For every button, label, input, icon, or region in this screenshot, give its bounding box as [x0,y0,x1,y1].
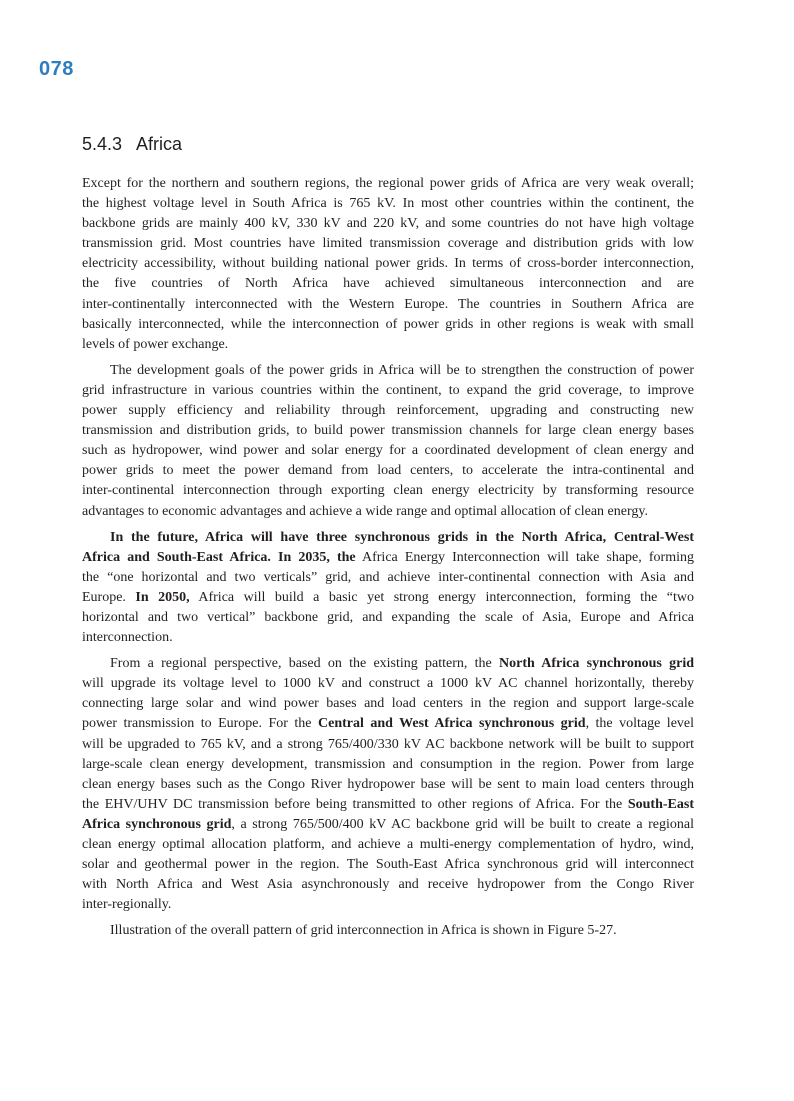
text-line [82,795,694,815]
text-line: transmission and distribution grids, to build power transmission channels for large clean energy bases [82,423,694,439]
paragraph-future-grids [82,528,694,649]
text-line [82,588,694,608]
text-segment: From a regional perspective, based on the existing pattern, the [110,656,500,672]
text-segment: , a strong 765/500/400 kV AC backbone grid will be built to create a regional [231,816,694,832]
figure-reference-text: Illustration of the overall pattern of grid interconnection in Africa is shown in Figure 5-27. [110,923,617,939]
text-line: will upgrade its voltage level to 1000 kV and construct a 1000 kV AC channel horizontally, thereby [82,676,694,692]
paragraph-regional-perspective [82,654,694,915]
text-segment: the EHV/UHV DC transmission before being transmitted to other regions of Africa. For the [82,796,628,812]
text-line: transmission grid. Most countries have limited transmission coverage and distribution grids with low [82,236,694,252]
text-line: Except for the northern and southern regions, the regional power grids of Africa are very weak overall; [82,176,694,191]
emphasis-text: North Africa synchronous grid [499,656,694,672]
emphasis-text: Africa synchronous grid [82,816,232,832]
text-line: such as hydropower, wind power and solar energy for a coordinated development of clean energy and [82,443,694,459]
text-line: the “one horizontal and two verticals” grid, and achieve inter-continental connection with Asia and [82,569,694,585]
text-line: power supply efficiency and reliability through reinforcement, upgrading and constructing new [82,403,694,419]
text-line: horizontal and two vertical” backbone grid, and expanding the scale of Asia, Europe and Africa [82,609,694,625]
text-segment: Africa will build a basic yet strong energy interconnection, forming the “two [189,589,694,605]
text-line: interconnection. [82,630,173,646]
text-line: inter-regionally. [82,897,172,913]
body-text [82,174,694,941]
paragraph-current-status [82,174,694,355]
emphasis-text: In 2050, [135,589,190,605]
paragraph-figure-reference [82,921,694,941]
section-heading [82,134,182,155]
page-number: 078 [39,58,74,80]
text-line: basically interconnected, while the interconnection of power grids in other regions is weak with small [82,316,694,332]
text-line: advantages to economic advantages and achieve a wide range and optimal allocation of clean energy. [82,503,648,519]
text-line: backbone grids are mainly 400 kV, 330 kV and 220 kV, and some countries do not have high voltage [82,216,694,232]
text-line: inter-continentally interconnected with the Western Europe. The countries in Southern Africa are [82,296,694,312]
text-line: clean energy bases such as the Congo River hydropower base will be sent to main load centers through [82,776,694,792]
text-line [82,714,694,734]
paragraph-development-goals [82,361,694,522]
emphasis-text: Central and West Africa synchronous grid [318,716,586,732]
text-segment: Europe. [82,589,136,605]
text-line: The development goals of the power grids in Africa will be to strengthen the construction of power [110,362,694,378]
text-line: the highest voltage level in South Africa is 765 kV. In most other countries within the continent, the [82,196,694,212]
text-line [82,548,694,568]
text-segment: , the voltage level [585,716,695,732]
text-line: levels of power exchange. [82,336,229,352]
section-number: 5.4.3 [82,134,123,154]
text-line: solar and geothermal power in the region. The South-East Africa synchronous grid will interconnect [82,857,694,873]
section-title: Africa [136,134,183,154]
text-line: electricity accessibility, without building national power grids. In terms of cross-border interconnection, [82,256,694,272]
text-segment: power transmission to Europe. For the [82,716,318,732]
text-line: the five countries of North Africa have achieved simultaneous interconnection and are [82,276,694,292]
text-line: large-scale clean energy development, transmission and consumption in the region. Power from large [82,756,694,772]
emphasis-text: Africa and South-East Africa. In 2035, the [82,549,356,565]
text-line: inter-continental interconnection through exporting clean energy electricity by transforming resource [82,483,694,499]
text-line: power grids to meet the power demand from load centers, to accelerate the intra-continental and [82,463,694,479]
text-line [82,815,694,835]
text-line: grid infrastructure in various countries within the continent, to expand the grid coverage, to improve [82,382,694,398]
emphasis-text: South-East [627,796,694,812]
text-line: with North Africa and West Asia asynchronously and receive hydropower from the Congo River [82,877,694,893]
text-line: connecting large solar and wind power bases and load centers in the region and support large-scale [82,696,694,712]
text-segment: Africa Energy Interconnection will take shape, forming [355,549,694,565]
text-line: clean energy optimal allocation platform, and achieve a multi-energy complementation of hydro, wind, [82,837,694,852]
emphasis-text: In the future, Africa will have three synchronous grids in the North Africa, Central-West [110,529,694,545]
text-line [82,528,694,548]
text-line: will be upgraded to 765 kV, and a strong 765/400/330 kV AC backbone network will be built to support [82,736,694,752]
text-line [82,654,694,674]
